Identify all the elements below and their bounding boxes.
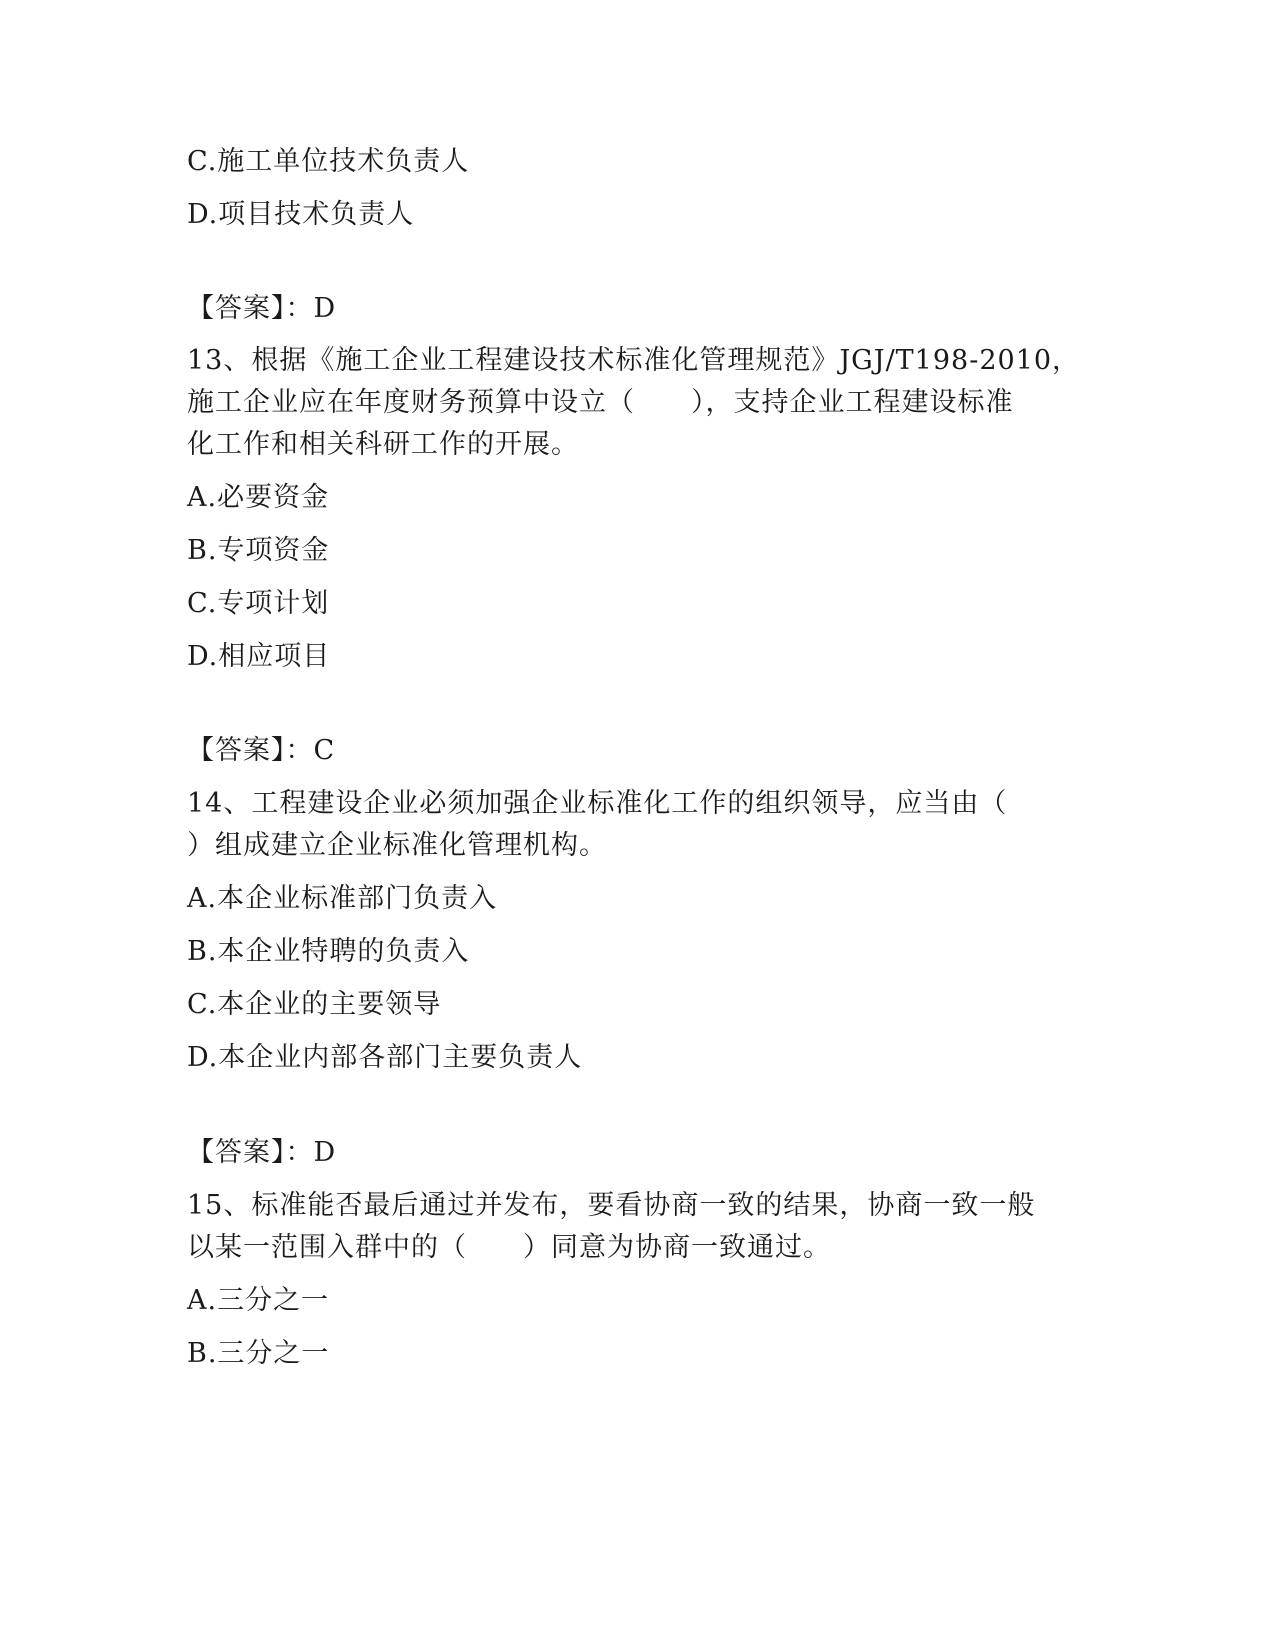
q13-stem-line-2: 施工企业应在年度财务预算中设立（ ），支持企业工程建设标准	[187, 387, 1014, 418]
q15-stem-line-1: 15、标准能否最后通过并发布，要看协商一致的结果，协商一致一般	[187, 1190, 1036, 1221]
q15-option-a: A.三分之一	[187, 1285, 330, 1316]
q14-option-c: C.本企业的主要领导	[187, 989, 442, 1020]
q13-option-d: D.相应项目	[187, 641, 331, 672]
q13-stem-line-1: 13、根据《施工企业工程建设技术标准化管理规范》JGJ/T198-2010，	[187, 345, 1081, 376]
q14-stem-line-1: 14、工程建设企业必须加强企业标准化工作的组织领导，应当由（	[187, 788, 1008, 819]
q13-answer: 【答案】：C	[187, 735, 336, 766]
q15-stem-line-2: 以某一范围入群中的（ ）同意为协商一致通过。	[187, 1232, 831, 1263]
q14-option-a: A.本企业标准部门负责入	[187, 883, 498, 914]
q15-option-b: B.三分之一	[187, 1338, 330, 1369]
q14-answer: 【答案】：D	[187, 1137, 337, 1168]
q13-option-c: C.专项计划	[187, 588, 330, 619]
q14-option-d: D.本企业内部各部门主要负责人	[187, 1042, 583, 1073]
q13-stem-line-3: 化工作和相关科研工作的开展。	[187, 429, 579, 460]
q14-stem-line-2: ）组成建立企业标准化管理机构。	[187, 830, 607, 861]
q12-answer: 【答案】：D	[187, 293, 337, 324]
q13-option-a: A.必要资金	[187, 482, 330, 513]
q12-option-d: D.项目技术负责人	[187, 199, 415, 230]
q12-option-c: C.施工单位技术负责人	[187, 146, 470, 177]
q14-option-b: B.本企业特聘的负责入	[187, 936, 470, 967]
q13-option-b: B.专项资金	[187, 535, 330, 566]
